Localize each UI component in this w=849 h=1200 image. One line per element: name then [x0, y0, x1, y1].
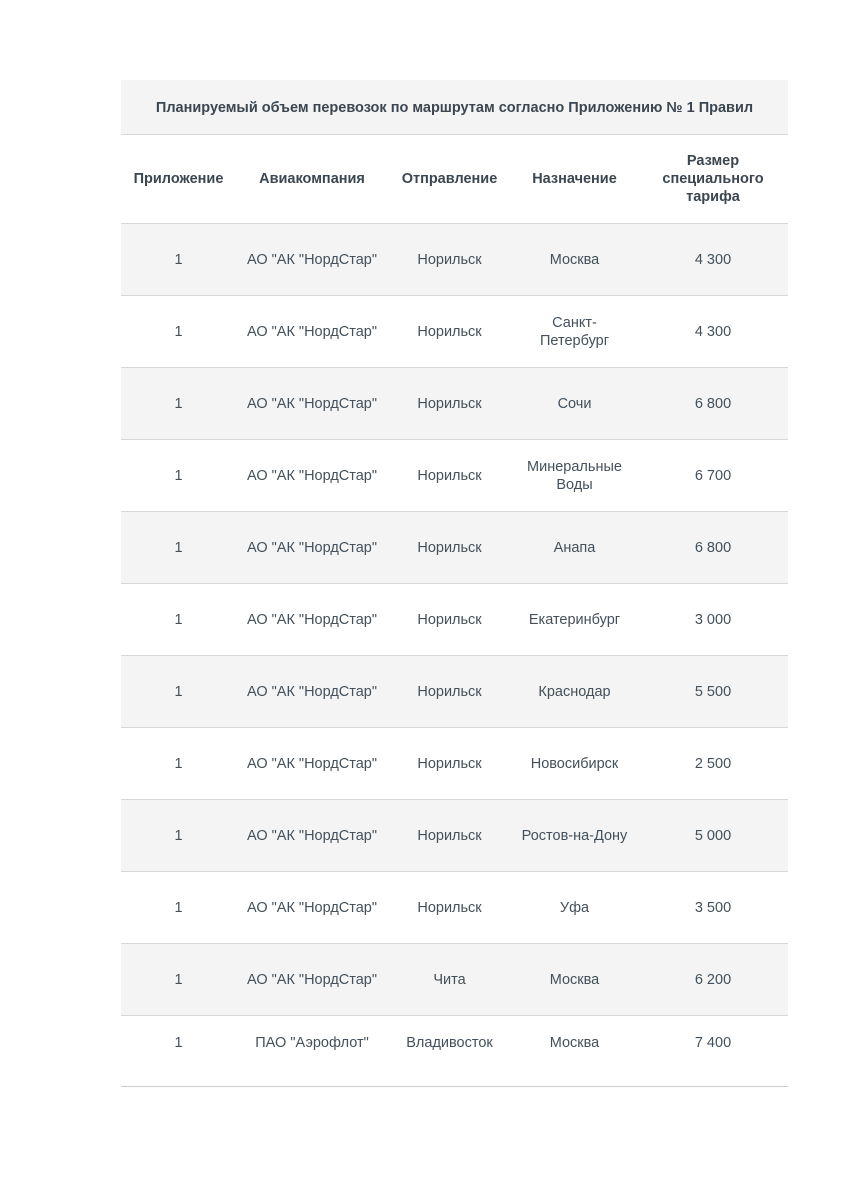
- cell-airline: АО "АК "НордСтар": [236, 872, 388, 944]
- cell-fare: 3 000: [638, 584, 788, 656]
- cell-destination: Москва: [511, 224, 638, 296]
- cell-fare: 7 400: [638, 1016, 788, 1087]
- cell-origin: Норильск: [388, 872, 511, 944]
- cell-airline: АО "АК "НордСтар": [236, 656, 388, 728]
- cell-origin: Норильск: [388, 656, 511, 728]
- cell-origin: Норильск: [388, 368, 511, 440]
- routes-table: [121, 135, 788, 1087]
- header-origin: Отправление: [388, 135, 511, 224]
- cell-appendix: 1: [121, 224, 236, 296]
- cell-airline: ПАО "Аэрофлот": [236, 1016, 388, 1087]
- routes-table-container: [121, 80, 788, 1087]
- cell-appendix: 1: [121, 728, 236, 800]
- cell-destination: Анапа: [511, 512, 638, 584]
- table-row: [121, 944, 788, 1016]
- cell-fare: 4 300: [638, 296, 788, 368]
- cell-airline: АО "АК "НордСтар": [236, 728, 388, 800]
- table-row: [121, 728, 788, 800]
- cell-origin: Норильск: [388, 728, 511, 800]
- cell-origin: Норильск: [388, 224, 511, 296]
- header-fare: Размер специального тарифа: [638, 135, 788, 224]
- cell-origin: Норильск: [388, 440, 511, 512]
- table-row: [121, 224, 788, 296]
- cell-fare: 6 700: [638, 440, 788, 512]
- cell-airline: АО "АК "НордСтар": [236, 512, 388, 584]
- table-title: Планируемый объем перевозок по маршрутам согласно Приложению № 1 Правил: [121, 80, 788, 135]
- cell-airline: АО "АК "НордСтар": [236, 584, 388, 656]
- cell-destination: Ростов-на-Дону: [511, 800, 638, 872]
- header-destination: Назначение: [511, 135, 638, 224]
- cell-fare: 4 300: [638, 224, 788, 296]
- cell-fare: 2 500: [638, 728, 788, 800]
- cell-destination: Новосибирск: [511, 728, 638, 800]
- table-row: [121, 296, 788, 368]
- cell-appendix: 1: [121, 1016, 236, 1087]
- header-airline: Авиакомпания: [236, 135, 388, 224]
- cell-airline: АО "АК "НордСтар": [236, 440, 388, 512]
- header-appendix: Приложение: [121, 135, 236, 224]
- cell-appendix: 1: [121, 872, 236, 944]
- table-row: [121, 368, 788, 440]
- cell-appendix: 1: [121, 584, 236, 656]
- cell-fare: 5 500: [638, 656, 788, 728]
- cell-destination: Санкт-Петербург: [511, 296, 638, 368]
- table-row: [121, 1016, 788, 1087]
- cell-origin: Норильск: [388, 800, 511, 872]
- cell-destination: Москва: [511, 944, 638, 1016]
- cell-airline: АО "АК "НордСтар": [236, 800, 388, 872]
- cell-appendix: 1: [121, 440, 236, 512]
- cell-appendix: 1: [121, 296, 236, 368]
- cell-airline: АО "АК "НордСтар": [236, 296, 388, 368]
- table-row: [121, 872, 788, 944]
- cell-origin: Владивосток: [388, 1016, 511, 1087]
- cell-destination: Уфа: [511, 872, 638, 944]
- cell-destination: Москва: [511, 1016, 638, 1087]
- cell-appendix: 1: [121, 800, 236, 872]
- cell-fare: 6 800: [638, 512, 788, 584]
- cell-appendix: 1: [121, 368, 236, 440]
- cell-origin: Норильск: [388, 512, 511, 584]
- cell-appendix: 1: [121, 512, 236, 584]
- cell-origin: Норильск: [388, 584, 511, 656]
- cell-origin: Чита: [388, 944, 511, 1016]
- cell-destination: Краснодар: [511, 656, 638, 728]
- cell-airline: АО "АК "НордСтар": [236, 944, 388, 1016]
- table-row: [121, 584, 788, 656]
- table-row: [121, 440, 788, 512]
- cell-fare: 3 500: [638, 872, 788, 944]
- table-row: [121, 656, 788, 728]
- table-row: [121, 512, 788, 584]
- table-header-row: [121, 135, 788, 224]
- cell-airline: АО "АК "НордСтар": [236, 368, 388, 440]
- cell-appendix: 1: [121, 656, 236, 728]
- cell-destination: Екатеринбург: [511, 584, 638, 656]
- table-row: [121, 800, 788, 872]
- cell-fare: 6 200: [638, 944, 788, 1016]
- cell-destination: Сочи: [511, 368, 638, 440]
- cell-airline: АО "АК "НордСтар": [236, 224, 388, 296]
- cell-fare: 6 800: [638, 368, 788, 440]
- cell-appendix: 1: [121, 944, 236, 1016]
- cell-origin: Норильск: [388, 296, 511, 368]
- cell-destination: Минеральные Воды: [511, 440, 638, 512]
- cell-fare: 5 000: [638, 800, 788, 872]
